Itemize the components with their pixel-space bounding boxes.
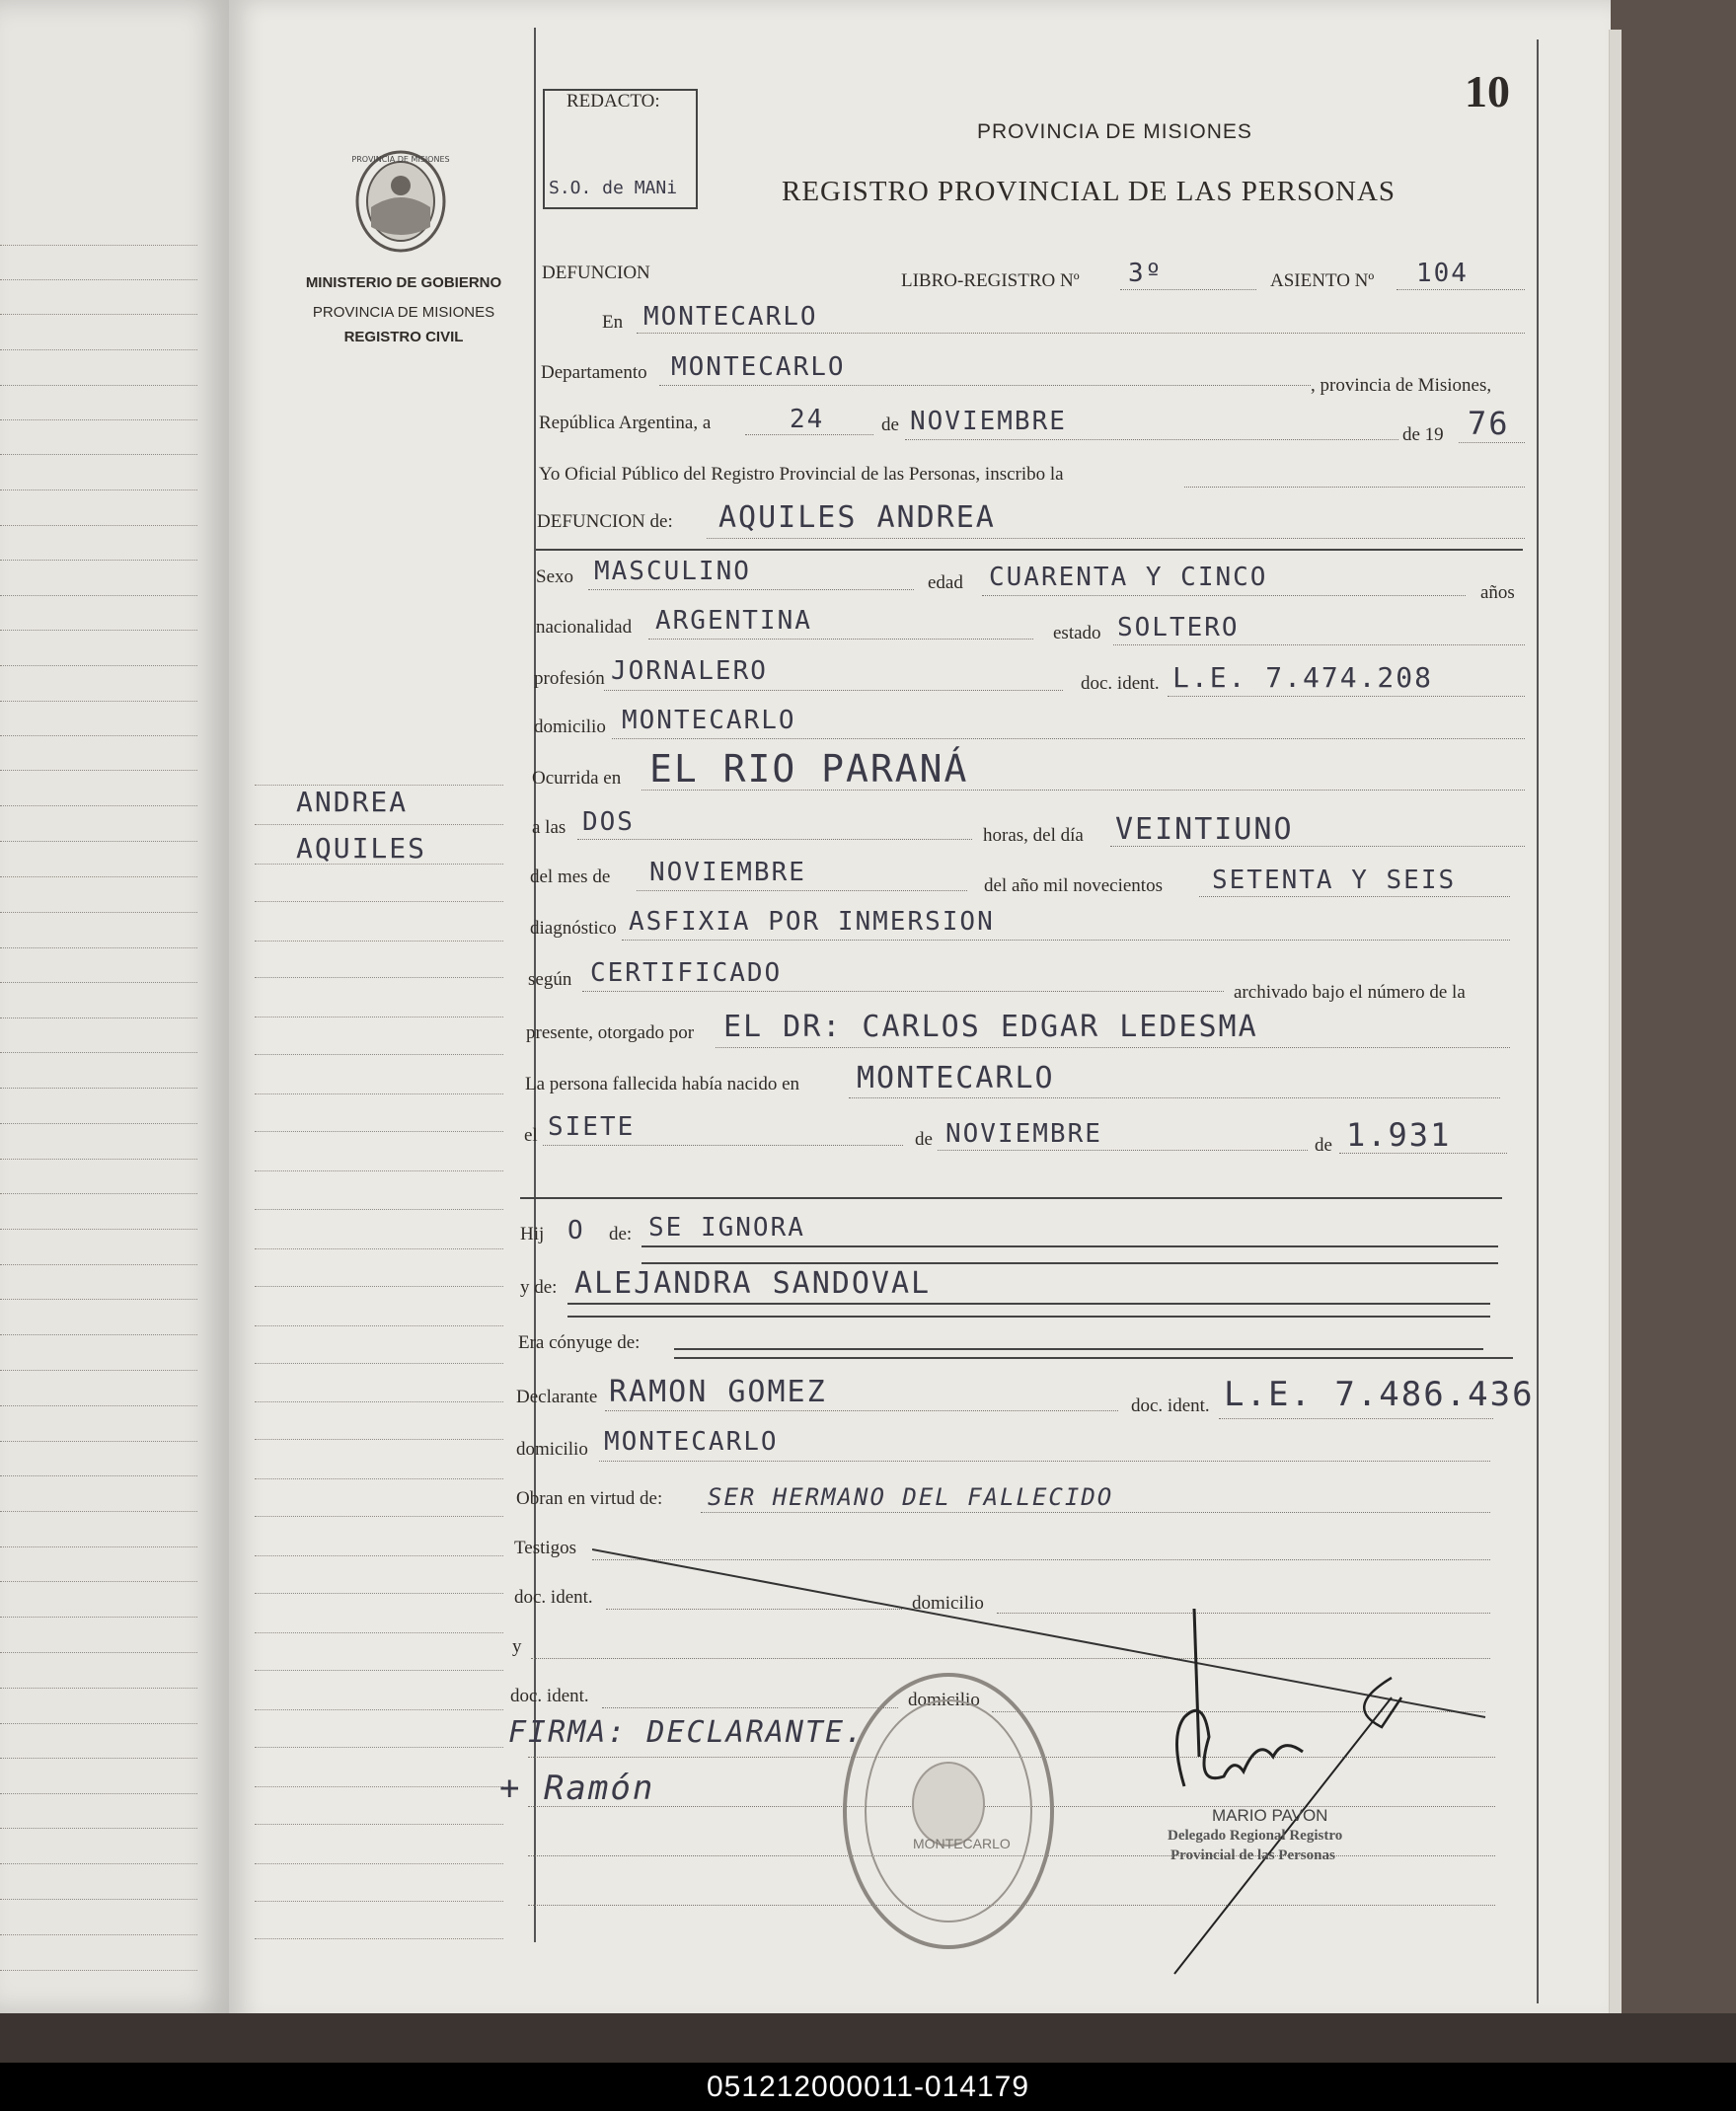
hijo-value: SE IGNORA — [648, 1213, 805, 1243]
domicilio-label: domicilio — [534, 716, 606, 737]
segun-label: según — [528, 969, 572, 990]
obran-label: Obran en virtud de: — [516, 1488, 663, 1509]
delano-value: SETENTA Y SEIS — [1212, 866, 1457, 895]
profesion-label: profesión — [534, 668, 605, 689]
de-mes-value: NOVIEMBRE — [945, 1119, 1102, 1149]
profesion-value: JORNALERO — [611, 656, 768, 686]
delmes-value: NOVIEMBRE — [649, 858, 806, 887]
el-label: el — [524, 1125, 538, 1146]
defuncion-de-label: DEFUNCION de: — [537, 511, 673, 532]
year-value: 76 — [1468, 405, 1510, 442]
province-label: PROVINCIA DE MISIONES — [312, 304, 495, 321]
conyuge-label: Era cónyuge de: — [518, 1332, 641, 1353]
presente-label: presente, otorgado por — [526, 1022, 695, 1043]
defuncion-label: DEFUNCION — [542, 263, 650, 283]
testigo2-doc-label: doc. ident. — [510, 1686, 589, 1706]
page-edge — [1609, 30, 1622, 2015]
firma-name: + Ramón — [499, 1769, 655, 1808]
redacto-name: S.O. de MANi — [549, 178, 678, 198]
svg-text:PROVINCIA DE MISIONES: PROVINCIA DE MISIONES — [351, 155, 450, 164]
libro-label: LIBRO-REGISTRO Nº — [901, 270, 1080, 291]
testigo-doc-label: doc. ident. — [514, 1587, 593, 1608]
ministry-label: MINISTERIO DE GOBIERNO — [305, 274, 502, 291]
defuncion-de-value: AQUILES ANDREA — [718, 500, 996, 535]
de-ano-value: 1.931 — [1346, 1116, 1452, 1154]
testigos-label: Testigos — [514, 1538, 577, 1558]
delmes-label: del mes de — [530, 867, 611, 887]
republica-label: República Argentina, a — [539, 413, 712, 433]
alas-value: DOS — [582, 807, 635, 837]
document-id-bar: 051212000011-014179 — [0, 2063, 1736, 2111]
diagnostico-label: diagnóstico — [530, 918, 617, 939]
nacionalidad-label: nacionalidad — [536, 617, 633, 638]
nacido-label: La persona fallecida había nacido en — [525, 1074, 799, 1094]
segun-value: CERTIFICADO — [590, 958, 783, 988]
page-number: 10 — [1465, 66, 1510, 116]
right-rule — [1537, 39, 1539, 2003]
asiento-label: ASIENTO Nº — [1270, 270, 1375, 291]
asiento-value: 104 — [1416, 259, 1469, 288]
sexo-value: MASCULINO — [594, 557, 751, 586]
decl-doc-label: doc. ident. — [1131, 1395, 1210, 1416]
testigo-domicilio-label: domicilio — [912, 1593, 984, 1614]
estado-label: estado — [1053, 623, 1101, 643]
diagnostico-value: ASFIXIA POR INMERSION — [629, 907, 995, 937]
decl-domicilio-label: domicilio — [516, 1439, 588, 1460]
y-label: y — [512, 1636, 522, 1657]
yde-label: y de: — [520, 1277, 558, 1298]
signatory-title-1: Delegado Regional Registro — [1168, 1828, 1343, 1844]
departamento-value: MONTECARLO — [671, 352, 846, 382]
ocurrida-label: Ocurrida en — [532, 768, 622, 789]
provincial-seal-icon — [351, 148, 450, 255]
hijo-label-b: de: — [609, 1224, 633, 1244]
decl-doc-value: L.E. 7.486.436 — [1224, 1375, 1535, 1414]
departamento-label: Departamento — [541, 362, 647, 383]
margin-name-first: ANDREA — [296, 786, 409, 818]
civil-registry-label: REGISTRO CIVIL — [343, 329, 464, 345]
signatory-title-2: Provincial de las Personas — [1170, 1847, 1335, 1863]
province-title: PROVINCIA DE MISIONES — [977, 120, 1252, 143]
registry-title: REGISTRO PROVINCIAL DE LAS PERSONAS — [782, 176, 1396, 207]
horas-label: horas, del día — [983, 825, 1084, 846]
doc-ident-value: L.E. 7.474.208 — [1172, 661, 1434, 694]
en-label: En — [602, 312, 624, 333]
edad-value: CUARENTA Y CINCO — [989, 563, 1268, 592]
firma-text: FIRMA: DECLARANTE. — [508, 1715, 866, 1750]
archivado-label: archivado bajo el número de la — [1234, 982, 1466, 1003]
edad-label: edad — [928, 572, 963, 593]
de-ano-label: de — [1315, 1135, 1332, 1156]
official-stamp-icon — [835, 1666, 1062, 1957]
delano-label: del año mil novecientos — [984, 875, 1163, 896]
testigo2-domicilio-label: domicilio — [908, 1690, 980, 1710]
hijo-label-a: Hij — [520, 1224, 545, 1244]
domicilio-value: MONTECARLO — [622, 706, 796, 735]
stamp-text: MONTECARLO — [913, 1836, 1011, 1851]
el-value: SIETE — [548, 1112, 636, 1142]
doc-ident-label: doc. ident. — [1081, 673, 1160, 694]
alas-label: a las — [532, 817, 566, 838]
book-shadow — [0, 2013, 1736, 2063]
sexo-label: Sexo — [536, 566, 573, 587]
decl-domicilio-value: MONTECARLO — [604, 1427, 779, 1457]
en-value: MONTECARLO — [643, 302, 818, 332]
presente-value: EL DR: CARLOS EDGAR LEDESMA — [723, 1010, 1258, 1044]
estado-value: SOLTERO — [1117, 613, 1240, 642]
redacto-label: REDACTO: — [566, 91, 660, 112]
left-page — [0, 0, 229, 2013]
de19-label: de 19 — [1402, 424, 1444, 445]
de-mes-label: de — [915, 1129, 933, 1150]
provincia-suffix: , provincia de Misiones, — [1311, 375, 1492, 396]
day-value: 24 — [790, 405, 825, 434]
anos-label: años — [1480, 582, 1515, 603]
declarante-label: Declarante — [516, 1387, 598, 1407]
signature-icon — [1165, 1589, 1421, 2003]
nacionalidad-value: ARGENTINA — [655, 606, 812, 636]
dia-value: VEINTIUNO — [1115, 812, 1294, 847]
margin-name-last: AQUILES — [296, 832, 427, 865]
obran-value: SER HERMANO DEL FALLECIDO — [708, 1483, 1114, 1511]
oficial-text: Yo Oficial Público del Registro Provincial de las Personas, inscribo la — [539, 464, 1064, 485]
libro-value: 3º — [1128, 259, 1164, 288]
ocurrida-value: EL RIO PARANÁ — [649, 747, 969, 791]
month-value: NOVIEMBRE — [910, 407, 1067, 436]
nacido-value: MONTECARLO — [857, 1061, 1055, 1095]
yde-value: ALEJANDRA SANDOVAL — [574, 1266, 932, 1301]
de-label: de — [881, 415, 899, 435]
hijo-o: O — [567, 1216, 585, 1245]
signatory-name: MARIO PAVON — [1212, 1806, 1328, 1825]
declarante-value: RAMON GOMEZ — [609, 1375, 827, 1409]
